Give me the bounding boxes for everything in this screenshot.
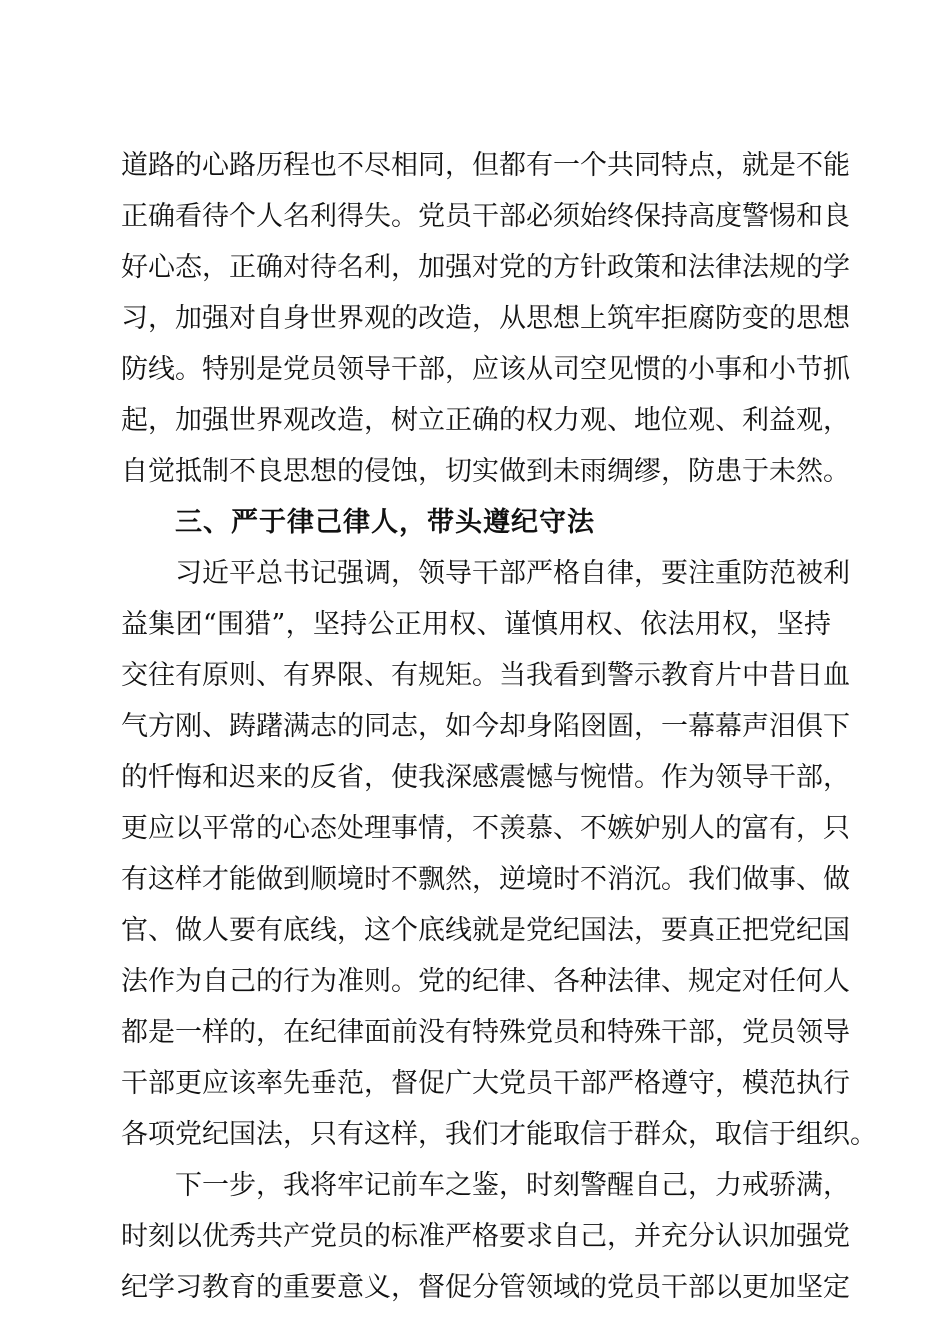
- text-line: 纪学习教育的重要意义，督促分管领域的党员干部以更加坚定: [121, 1272, 850, 1303]
- text-line: 习，加强对自身世界观的改造，从思想上筑牢拒腐防变的思想: [121, 303, 850, 334]
- text-line: 官、做人要有底线，这个底线就是党纪国法，要真正把党纪国: [121, 915, 850, 946]
- text-line: 自觉抵制不良思想的侵蚀，切实做到未雨绸缪，防患于未然。: [121, 456, 850, 487]
- text-line: 都是一样的，在纪律面前没有特殊党员和特殊干部，党员领导: [121, 1017, 850, 1048]
- text-line: 更应以平常的心态处理事情，不羡慕、不嫉妒别人的富有，只: [121, 813, 850, 844]
- paragraph-continuation: [121, 140, 850, 497]
- text-line: 益集团“围猎”，坚持公正用权、谨慎用权、依法用权，坚持: [121, 609, 831, 640]
- text-line: 道路的心路历程也不尽相同，但都有一个共同特点，就是不能: [121, 150, 850, 181]
- text-line: 法作为自己的行为准则。党的纪律、各种法律、规定对任何人: [121, 966, 850, 997]
- text-line: 干部更应该率先垂范，督促广大党员干部严格遵守，模范执行: [121, 1068, 850, 1099]
- text-line: 起，加强世界观改造，树立正确的权力观、地位观、利益观，: [121, 405, 850, 436]
- text-line: 防线。特别是党员领导干部，应该从司空见惯的小事和小节抓: [121, 354, 850, 385]
- text-line: 时刻以优秀共产党员的标准严格要求自己，并充分认识加强党: [121, 1221, 850, 1252]
- section-heading: [121, 497, 831, 548]
- paragraph: [121, 548, 877, 1160]
- heading-text: 三、严于律己律人，带头遵纪守法: [175, 507, 595, 538]
- text-line: 正确看待个人名利得失。党员干部必须始终保持高度警惕和良: [121, 201, 850, 232]
- text-line: 好心态，正确对待名利，加强对党的方针政策和法律法规的学: [121, 252, 850, 283]
- text-line: 下一步，我将牢记前车之鉴，时刻警醒自己，力戒骄满，: [175, 1170, 850, 1201]
- text-line: 习近平总书记强调，领导干部严格自律，要注重防范被利: [175, 558, 850, 589]
- text-line: 各项党纪国法，只有这样，我们才能取信于群众，取信于组织。: [121, 1119, 877, 1150]
- text-line: 的忏悔和迟来的反省，使我深感震憾与惋惜。作为领导干部，: [121, 762, 850, 793]
- text-line: 有这样才能做到顺境时不飘然，逆境时不消沉。我们做事、做: [121, 864, 850, 895]
- text-line: 交往有原则、有界限、有规矩。当我看到警示教育片中昔日血: [121, 660, 850, 691]
- text-line: 气方刚、踌躇满志的同志，如今却身陷囹圄，一幕幕声泪俱下: [121, 711, 850, 742]
- document-body: [121, 140, 877, 1313]
- paragraph: [121, 1160, 850, 1313]
